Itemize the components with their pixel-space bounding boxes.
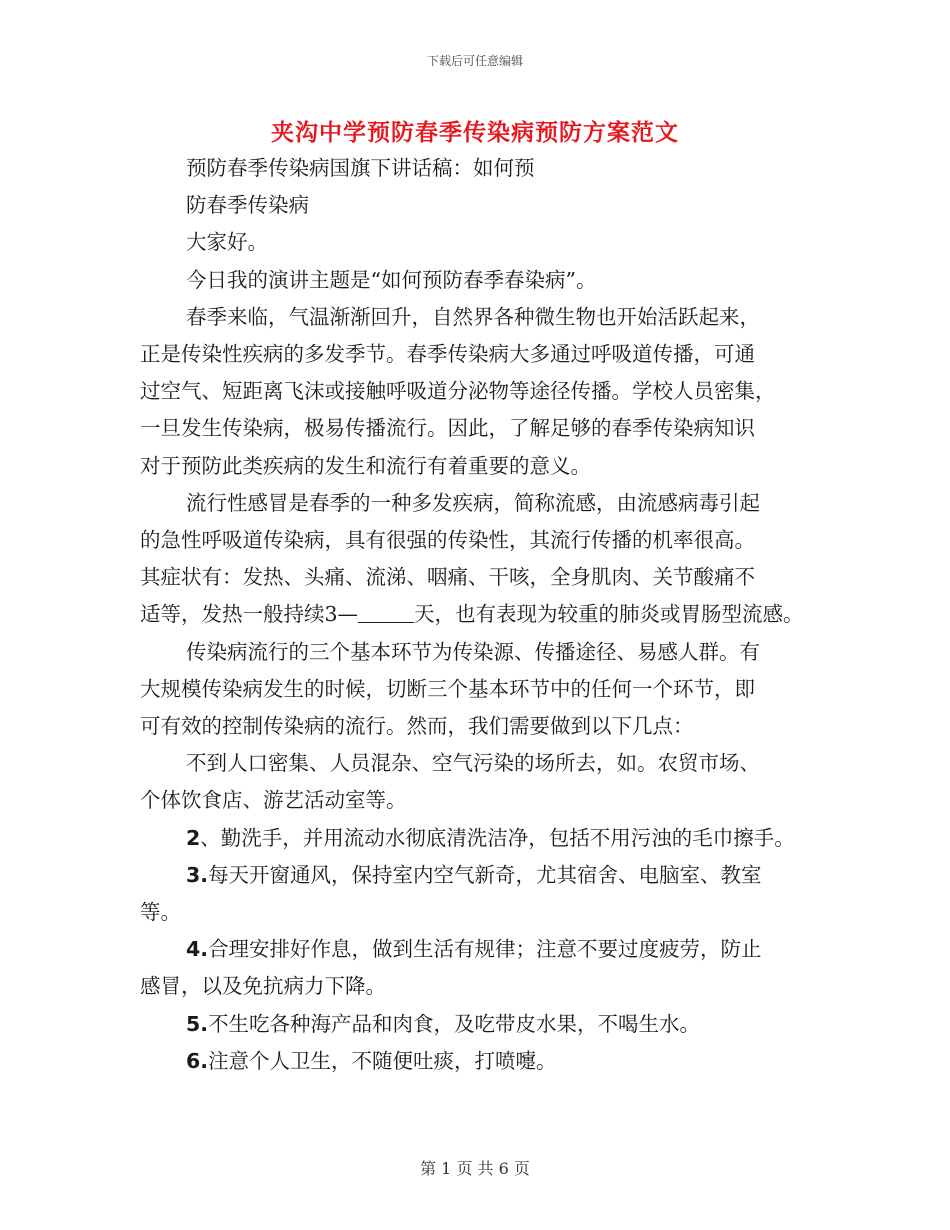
paragraph-line: 感冒，以及免抗病力下降。 — [140, 974, 386, 999]
list-item — [140, 857, 840, 894]
paragraph-line: 其症状有：发热、头痛、流涕、咽痛、干咳，全身肌肉、关节酸痛不 — [140, 565, 755, 590]
item-text: 注意个人卫生，不随便吐痰，打喷嚏。 — [208, 1048, 557, 1073]
item-number: 2 — [186, 825, 201, 850]
document-title: 夹沟中学预防春季传染病预防方案范文 — [271, 119, 679, 146]
paragraph-line: 预防春季传染病国旗下讲话稿：如何预 — [186, 156, 535, 180]
paragraph-line: 可有效的控制传染病的流行。然而，我们需要做到以下几点： — [140, 714, 694, 739]
document-body — [140, 150, 840, 1080]
item-number: 3. — [186, 862, 209, 887]
paragraph-line: 个体饮食店、游艺活动室等。 — [140, 788, 407, 813]
item-text: 不生吃各种海产品和肉食，及吃带皮水果，不喝生水。 — [208, 1011, 701, 1036]
page-number-footer: 第 1 页 共 6 页 — [420, 1159, 530, 1178]
paragraph-line: 不到人口密集、人员混杂、空气污染的场所去，如。农贸市场、 — [186, 751, 760, 776]
paragraph-line: 对于预防此类疾病的发生和流行有着重要的意义。 — [140, 453, 591, 478]
paragraph-line: 流行性感冒是春季的一种多发疾病，简称流感，由流感病毒引起 — [186, 490, 760, 515]
item-number: 4. — [186, 937, 209, 962]
item-text: 、勤洗手，并用流动水彻底清洗洁净，包括不用污浊的毛巾擦手。 — [200, 825, 795, 850]
paragraph-line: 的急性呼吸道传染病，具有很强的传染性，其流行传播的机率很高。 — [140, 528, 755, 553]
item-text: 每天开窗通风，保持室内空气新奇，尤其宿舍、电脑室、教室 — [208, 862, 762, 887]
list-item — [140, 931, 840, 968]
text-after-blank: 天，也有表现为较重的肺炎或胃肠型流感。 — [414, 602, 804, 627]
list-item — [140, 1043, 840, 1080]
list-item — [140, 1006, 840, 1043]
list-item — [140, 820, 840, 857]
item-number: 6. — [186, 1048, 209, 1073]
paragraph-line: 过空气、短距离飞沫或接触呼吸道分泌物等途径传播。学校人员密集， — [140, 379, 776, 404]
paragraph-line: 一旦发生传染病，极易传播流行。因此，了解足够的春季传染病知识 — [140, 416, 755, 441]
paragraph-line: 正是传染性疾病的多发季节。春季传染病大多通过呼吸道传播，可通 — [140, 342, 755, 367]
paragraph-line: 等。 — [140, 900, 181, 925]
paragraph-line — [140, 596, 840, 633]
paragraph-line: 今日我的演讲主题是“如何预防春季春染病”。 — [186, 267, 597, 292]
text-before-blank: 适等，发热一般持续3— — [140, 602, 359, 627]
paragraph-line: 传染病流行的三个基本环节为传染源、传播途径、易感人群。有 — [186, 639, 760, 664]
item-text: 合理安排好作息，做到生活有规律；注意不要过度疲劳，防止 — [208, 937, 762, 962]
item-number: 5. — [186, 1011, 209, 1036]
paragraph-line: 防春季传染病 — [186, 193, 309, 218]
paragraph-line: 春季来临，气温渐渐回升，自然界各种微生物也开始活跃起来， — [186, 304, 760, 329]
paragraph-line: 大规模传染病发生的时候，切断三个基本环节中的任何一个环节，即 — [140, 676, 755, 701]
fill-blank — [358, 601, 414, 624]
paragraph-line: 大家好。 — [186, 230, 268, 255]
page-header-note: 下载后可任意编辑 — [426, 54, 523, 68]
